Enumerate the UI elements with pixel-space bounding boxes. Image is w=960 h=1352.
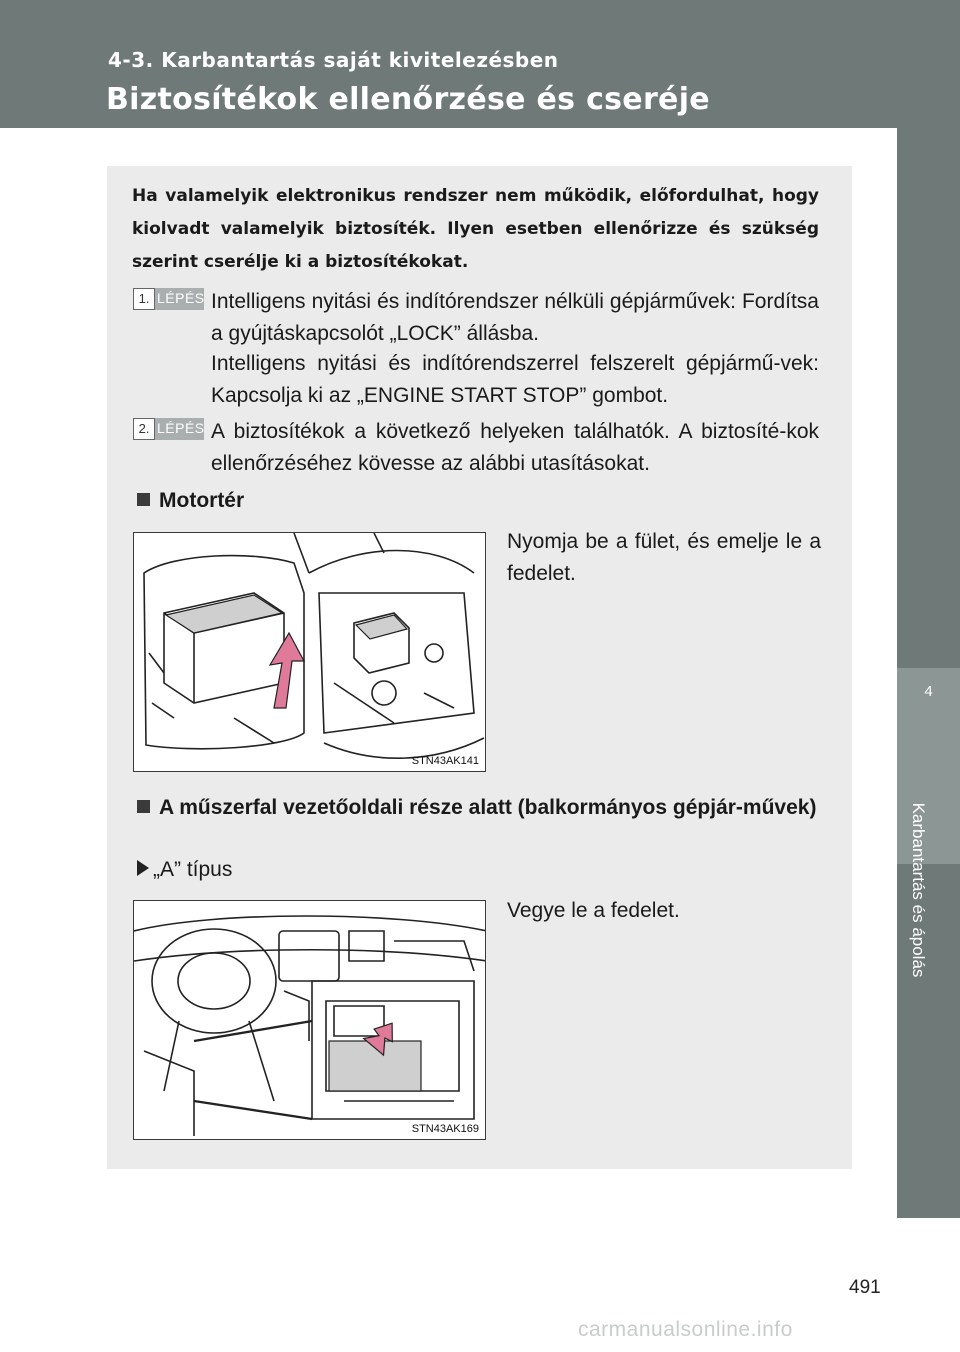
intro-paragraph: Ha valamelyik elektronikus rendszer nem működik, előfordulhat, hogy kiolvadt valamelyik biztosíték. Ilyen esetben ellenőrizze és szükség szerint cserélje ki a biztosítékokat. xyxy=(132,186,819,272)
triangle-bullet-icon xyxy=(137,860,149,876)
lift-arrow-icon xyxy=(270,633,304,708)
section-heading: Motortér xyxy=(137,485,244,517)
engine-bay-figure xyxy=(133,532,486,772)
step-text: Intelligens nyitási és indítórendszer nélküli gépjárművek: Fordítsa a gyújtáskapcsolót „LOCK” állásba. xyxy=(211,290,819,345)
section-heading: A műszerfal vezetőoldali része alatt (balkormányos gépjár-művek) xyxy=(137,792,827,824)
chapter-title-vertical: Karbantartás és ápolás xyxy=(909,802,928,978)
section-title: 4-3. Karbantartás saját kivitelezésben xyxy=(108,48,559,72)
square-bullet-icon xyxy=(137,800,150,813)
page-title: Biztosítékok ellenőrzése és cseréje xyxy=(106,82,710,117)
instruction-text: Nyomja be a fület, és emelje le a fedelet. xyxy=(507,530,821,585)
dashboard-illustration xyxy=(134,901,486,1140)
page-number: 491 xyxy=(849,1277,881,1298)
chapter-number: 4 xyxy=(924,683,933,700)
step-number: 1. xyxy=(133,288,155,310)
square-bullet-icon xyxy=(137,493,150,506)
step-text: Intelligens nyitási és indítórendszerrel felszerelt gépjármű-vek: Kapcsolja ki az „ENGINE START STOP” gombot. xyxy=(211,352,819,407)
step-label: LÉPÉS xyxy=(157,290,205,306)
figure-code: STN43AK141 xyxy=(411,755,479,767)
chapter-sidebar xyxy=(897,128,960,1218)
step-number: 2. xyxy=(133,418,155,440)
step-text: A biztosítékok a következő helyeken találhatók. A biztosíté-kok ellenőrzéséhez kövesse az alábbi utasításokat. xyxy=(211,420,819,475)
type-subitem: „A” típus xyxy=(137,854,232,886)
step-badge xyxy=(133,418,204,440)
engine-bay-illustration xyxy=(134,533,486,772)
step-label: LÉPÉS xyxy=(157,420,205,436)
dashboard-figure xyxy=(133,900,486,1140)
watermark: carmanualsonline.info xyxy=(578,1318,793,1341)
figure-code: STN43AK169 xyxy=(411,1123,479,1135)
step-badge xyxy=(133,288,204,310)
instruction-text: Vegye le a fedelet. xyxy=(507,899,680,922)
chapter-header xyxy=(0,0,960,128)
